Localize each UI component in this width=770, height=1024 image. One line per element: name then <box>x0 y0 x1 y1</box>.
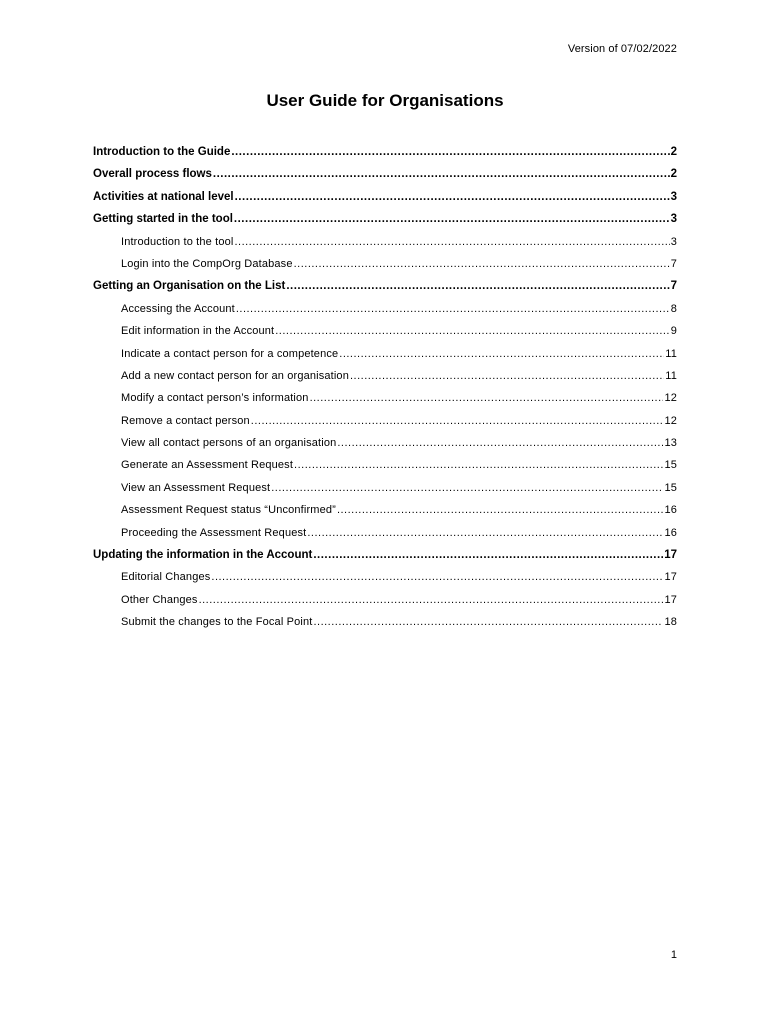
toc-entry-page: 9 <box>670 325 677 338</box>
toc-entry-page: 3 <box>670 190 677 203</box>
toc-entry-label: Indicate a contact person for a competence <box>121 347 339 360</box>
toc-entry-label: Proceeding the Assessment Request <box>121 526 307 539</box>
toc-entry-label: Edit information in the Account <box>121 325 275 338</box>
toc-dot-leader <box>271 477 663 499</box>
toc-entry-page: 17 <box>664 571 677 584</box>
toc-entry[interactable] <box>93 253 677 275</box>
toc-entry-label: Activities at national level <box>93 190 234 203</box>
toc-entry[interactable] <box>93 589 677 611</box>
toc-entry-label: Generate an Assessment Request <box>121 459 294 472</box>
toc-entry-page: 3 <box>670 235 677 248</box>
toc-dot-leader <box>307 522 663 544</box>
toc-entry-page: 17 <box>664 549 677 562</box>
toc-entry-page: 2 <box>670 168 677 181</box>
toc-entry[interactable] <box>93 566 677 588</box>
toc-dot-leader <box>213 163 670 185</box>
toc-dot-leader <box>313 611 663 633</box>
version-label: Version of 07/02/2022 <box>567 43 677 55</box>
toc-dot-leader <box>234 231 669 253</box>
toc-dot-leader <box>337 432 663 454</box>
toc-dot-leader <box>211 566 663 588</box>
toc-entry-page: 11 <box>665 347 677 360</box>
toc-entry[interactable] <box>93 208 677 230</box>
toc-entry-page: 3 <box>670 213 677 226</box>
toc-entry-page: 2 <box>670 146 677 158</box>
toc-entry[interactable] <box>93 477 677 499</box>
toc-entry-page: 18 <box>664 616 677 629</box>
toc-entry-label: View all contact persons of an organisation <box>121 437 337 450</box>
toc-dot-leader <box>231 141 669 163</box>
toc-entry[interactable] <box>93 410 677 432</box>
toc-entry[interactable] <box>93 343 677 365</box>
toc-entry-page: 12 <box>664 414 677 427</box>
toc-dot-leader <box>199 589 664 611</box>
toc-entry[interactable] <box>93 163 677 185</box>
document-title: User Guide for Organisations <box>266 91 504 110</box>
toc-entry[interactable] <box>93 298 677 320</box>
toc-entry-label: Remove a contact person <box>121 414 250 427</box>
toc-entry[interactable] <box>93 186 677 208</box>
toc-entry-page: 12 <box>664 392 677 405</box>
toc-dot-leader <box>294 454 663 476</box>
toc-entry-page: 16 <box>664 526 677 539</box>
toc-entry-label: Accessing the Account <box>121 302 235 315</box>
toc-entry-label: Other Changes <box>121 593 198 606</box>
toc-entry-page: 15 <box>664 481 677 494</box>
toc-entry-page: 15 <box>664 459 677 472</box>
toc-dot-leader <box>286 275 669 297</box>
toc-entry[interactable] <box>93 522 677 544</box>
toc-entry-page: 7 <box>670 257 677 270</box>
toc-dot-leader <box>310 387 664 409</box>
toc-entry[interactable] <box>93 365 677 387</box>
toc-entry[interactable] <box>93 275 677 297</box>
toc-entry-page: 13 <box>664 437 677 450</box>
toc-dot-leader <box>294 253 670 275</box>
toc-entry-label: Introduction to the tool <box>121 235 234 248</box>
toc-entry-label: Getting an Organisation on the List <box>93 280 286 293</box>
toc-dot-leader <box>251 410 664 432</box>
toc-dot-leader <box>275 320 669 342</box>
toc-entry-page: 8 <box>670 302 677 315</box>
toc-entry[interactable] <box>93 499 677 521</box>
toc-entry-label: Login into the CompOrg Database <box>121 257 293 270</box>
toc-entry[interactable] <box>93 387 677 409</box>
toc-entry-label: Introduction to the Guide <box>93 146 231 158</box>
toc-entry-label: Editorial Changes <box>121 571 211 584</box>
toc-entry[interactable] <box>93 141 677 163</box>
toc-entry-label: Assessment Request status “Unconfirmed” <box>121 504 336 517</box>
toc-dot-leader <box>339 343 664 365</box>
toc-entry[interactable] <box>93 432 677 454</box>
toc-entry[interactable] <box>93 231 677 253</box>
toc-entry-label: View an Assessment Request <box>121 481 271 494</box>
toc-entry-label: Getting started in the tool <box>93 213 233 226</box>
toc-entry[interactable] <box>93 454 677 476</box>
toc-entry[interactable] <box>93 611 677 633</box>
toc-dot-leader <box>337 499 664 521</box>
page-number: 1 <box>670 949 677 961</box>
toc-entry-page: 7 <box>670 280 677 293</box>
toc-entry-page: 17 <box>664 593 677 606</box>
toc-dot-leader <box>234 208 670 230</box>
table-of-contents <box>93 141 677 634</box>
toc-entry[interactable] <box>93 320 677 342</box>
toc-entry-page: 16 <box>664 504 677 517</box>
toc-entry-label: Modify a contact person’s information <box>121 392 309 405</box>
toc-entry[interactable] <box>93 544 677 566</box>
toc-dot-leader <box>236 298 670 320</box>
toc-dot-leader <box>235 186 670 208</box>
toc-entry-page: 11 <box>665 369 677 382</box>
toc-entry-label: Submit the changes to the Focal Point <box>121 616 313 629</box>
toc-entry-label: Add a new contact person for an organisation <box>121 369 349 382</box>
toc-dot-leader <box>350 365 664 387</box>
toc-dot-leader <box>313 544 663 566</box>
toc-entry-label: Updating the information in the Account <box>93 549 313 562</box>
toc-entry-label: Overall process flows <box>93 168 212 181</box>
